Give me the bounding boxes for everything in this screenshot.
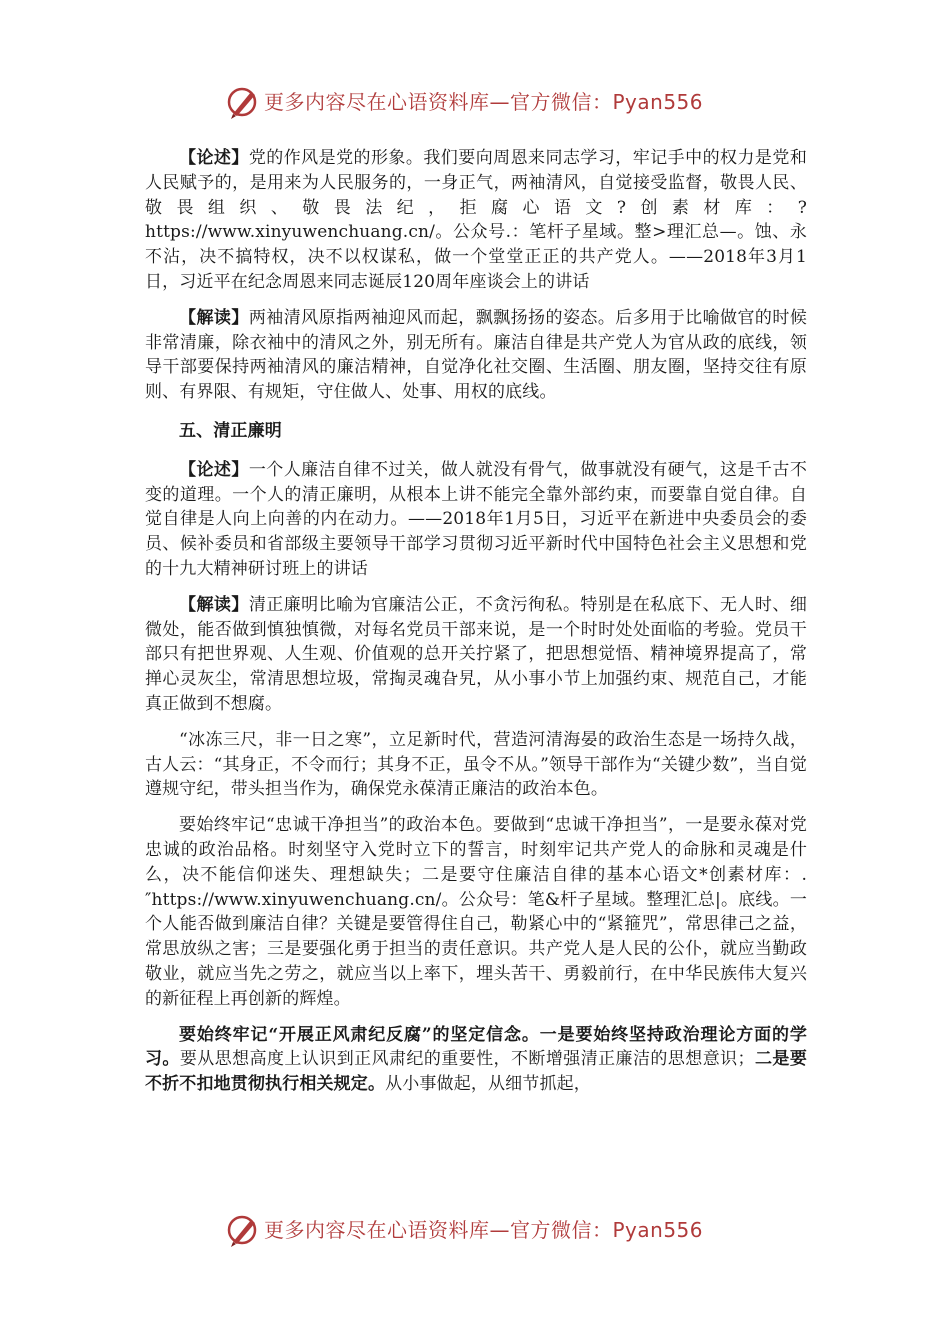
paragraph-text: 要从思想高度上认识到正风肃纪的重要性，不断增强清正廉洁的思想意识； [179,1049,755,1070]
banner-text: 更多内容尽在心语资料库—官方微信：Pyan556 [264,90,704,114]
pen-logo-icon [225,1212,261,1248]
pen-logo-icon [225,84,261,120]
paragraph-text: 从小事做起，从细节抓起， [385,1074,591,1095]
bold-text: 二是要不折不扣地贯彻执行相关规定。 [145,1049,807,1095]
paragraph: “冰冻三尺，非一日之寒”，立足新时代，营造河清海晏的政治生态是一场持久战，古人云：“其身正，不令而行；其身不正，虽令不从。”领导干部作为“关键少数”，当自觉遵规守纪，带头担当作为，确保党永葆清正廉洁的政治本色。 [145,729,807,800]
paragraph [145,146,807,295]
paragraph-text: 两袖清风原指两袖迎风而起，飘飘扬扬的姿态。后多用于比喻做官的时候非常清廉，除衣袖中的清风之外，别无所有。廉洁自律是共产党人为官从政的底线，领导干部要保持两袖清风的廉洁精神，自觉净化社交圈、生活圈、朋友圈，坚持交往有原则、有界限、有规矩，守住做人、处事、用权的底线。 [145,307,807,403]
banner-text: 更多内容尽在心语资料库—官方微信：Pyan556 [264,1218,704,1242]
paragraph-text: 党的作风是党的形象。我们要向周恩来同志学习，牢记手中的权力是党和人民赋予的，是用来为人民服务的，一身正气，两袖清风，自觉接受监督，敬畏人民、敬畏组织、敬畏法纪，拒腐心语文?创素材库：?https://www.xinyuwenchuang.cn/。公众号.：笔杆子星域。整>理汇总—。蚀、永不沾，决不搞特权，决不以权谋私，做一个堂堂正正的共产党人。——2018年3月1日，习近平在纪念周恩来同志诞辰120周年座谈会上的讲话 [145,148,807,292]
footer-banner [0,1210,950,1250]
label-jiedu: 【解读】 [179,594,249,615]
paragraph [145,458,807,582]
bold-text: 要始终牢记“开展正风肃纪反腐”的坚定信念。一是要始终坚持政治理论方面的学习。 [145,1024,807,1070]
paragraph-text: 清正廉明比喻为官廉洁公正，不贪污徇私。特别是在私底下、无人时、细微处，能否做到慎独慎微，对每名党员干部来说，是一个时时处处面临的考验。党员干部只有把世界观、人生观、价值观的总开关拧紧了，把思想觉悟、精神境界提高了，常掸心灵灰尘，常清思想垃圾，常掏灵魂旮旯，从小事小节上加强约束、规范自己，才能真正做到不想腐。 [145,594,807,714]
article-body [145,146,807,1097]
label-lunshu: 【论述】 [179,148,249,168]
label-jiedu: 【解读】 [179,307,249,328]
paragraph-text: 一个人廉洁自律不过关，做人就没有骨气，做事就没有硬气，这是千古不变的道理。一个人的清正廉明，从根本上讲不能完全靠外部约束，而要靠自觉自律。自觉自律是人向上向善的内在动力。——2018年1月5日，习近平在新进中央委员会的委员、候补委员和省部级主要领导干部学习贯彻习近平新时代中国特色社会主义思想和党的十九大精神研讨班上的讲话 [145,459,807,579]
paragraph: 要始终牢记“忠诚干净担当”的政治本色。要做到“忠诚干净担当”，一是要永葆对党忠诚的政治品格。时刻坚守入党时立下的誓言，时刻牢记共产党人的命脉和灵魂是什么，决不能信仰迷失、理想缺失；二是要守住廉洁自律的基本心语文*创素材库：.″https://www.xinyuwenchuang.cn/。公众号：笔&杆子星域。整理汇总|。底线。一个人能否做到廉洁自律？关键是要管得住自己，勒紧心中的“紧箍咒”，常思律己之益，常思放纵之害；三是要强化勇于担当的责任意识。共产党人是人民的公仆，就应当勤政敬业，就应当先之劳之，就应当以上率下，埋头苦干、勇毅前行，在中华民族伟大复兴的新征程上再创新的辉煌。 [145,815,807,1009]
paragraph [145,306,807,405]
label-lunshu: 【论述】 [179,459,249,480]
section-heading: 五、清正廉明 [179,420,282,441]
paragraph [145,593,807,717]
header-banner [0,82,950,122]
paragraph [145,1023,807,1097]
